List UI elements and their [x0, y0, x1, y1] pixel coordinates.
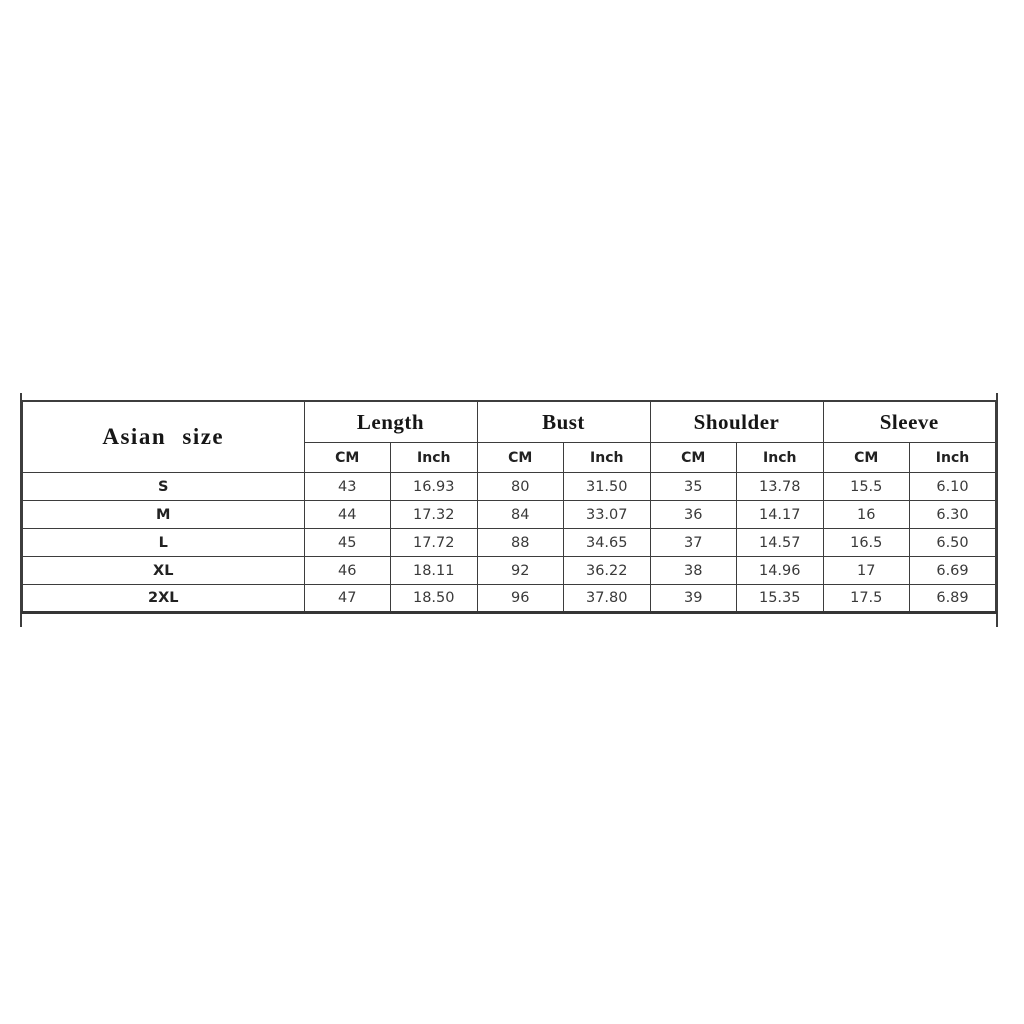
table-cell: 44	[304, 501, 391, 529]
sub-header-shoulder-cm: CM	[650, 443, 737, 473]
table-cell: 6.10	[910, 473, 997, 501]
table-cell: 92	[477, 557, 564, 585]
table-cell: 16.5	[823, 529, 910, 557]
table-cell: 38	[650, 557, 737, 585]
sub-header-bust-inch: Inch	[564, 443, 651, 473]
table-cell: 6.50	[910, 529, 997, 557]
table-cell: 16.93	[391, 473, 478, 501]
table-cell: 88	[477, 529, 564, 557]
table-cell: 15.5	[823, 473, 910, 501]
table-cell: 96	[477, 585, 564, 613]
table-cell: 47	[304, 585, 391, 613]
table-cell: 17.72	[391, 529, 478, 557]
size-label: M	[22, 501, 304, 529]
table-cell: 34.65	[564, 529, 651, 557]
size-label: XL	[22, 557, 304, 585]
table-row-2xl	[22, 585, 996, 613]
table-cell: 6.69	[910, 557, 997, 585]
table-cell: 37	[650, 529, 737, 557]
table-cell: 33.07	[564, 501, 651, 529]
column-group-sleeve: Sleeve	[823, 401, 996, 443]
table-cell: 6.30	[910, 501, 997, 529]
table-cell: 36.22	[564, 557, 651, 585]
table-cell: 36	[650, 501, 737, 529]
sub-header-sleeve-inch: Inch	[910, 443, 997, 473]
table-cell: 39	[650, 585, 737, 613]
column-group-bust: Bust	[477, 401, 650, 443]
size-chart-table-wrap	[21, 400, 997, 614]
sub-header-length-inch: Inch	[391, 443, 478, 473]
column-group-shoulder: Shoulder	[650, 401, 823, 443]
corner-header-asian-size: Asian size	[22, 401, 304, 473]
size-chart-table	[21, 400, 997, 614]
table-row-m	[22, 501, 996, 529]
size-label: L	[22, 529, 304, 557]
group-header-row	[22, 401, 996, 443]
table-cell: 18.11	[391, 557, 478, 585]
column-group-length: Length	[304, 401, 477, 443]
size-label: S	[22, 473, 304, 501]
table-cell: 17.32	[391, 501, 478, 529]
table-cell: 14.17	[737, 501, 824, 529]
table-cell: 80	[477, 473, 564, 501]
size-label: 2XL	[22, 585, 304, 613]
table-cell: 37.80	[564, 585, 651, 613]
table-row-s	[22, 473, 996, 501]
table-cell: 17	[823, 557, 910, 585]
table-cell: 31.50	[564, 473, 651, 501]
table-cell: 46	[304, 557, 391, 585]
table-row-xl	[22, 557, 996, 585]
table-cell: 18.50	[391, 585, 478, 613]
table-cell: 6.89	[910, 585, 997, 613]
table-cell: 84	[477, 501, 564, 529]
table-cell: 14.96	[737, 557, 824, 585]
table-row-l	[22, 529, 996, 557]
table-cell: 43	[304, 473, 391, 501]
table-cell: 16	[823, 501, 910, 529]
table-cell: 13.78	[737, 473, 824, 501]
table-cell: 17.5	[823, 585, 910, 613]
sub-header-shoulder-inch: Inch	[737, 443, 824, 473]
sub-header-sleeve-cm: CM	[823, 443, 910, 473]
table-cell: 35	[650, 473, 737, 501]
table-cell: 45	[304, 529, 391, 557]
table-cell: 15.35	[737, 585, 824, 613]
table-cell: 14.57	[737, 529, 824, 557]
sub-header-bust-cm: CM	[477, 443, 564, 473]
sub-header-length-cm: CM	[304, 443, 391, 473]
